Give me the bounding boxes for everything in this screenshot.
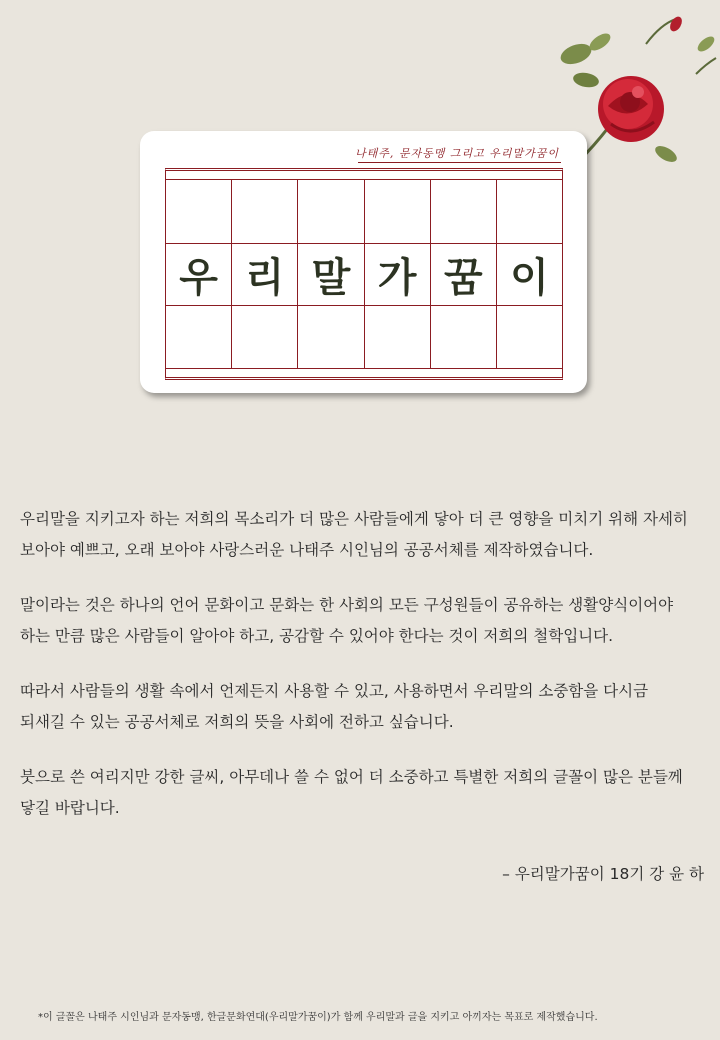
paragraph-line: 되새길 수 있는 공공서체로 저희의 뜻을 사회에 전하고 싶습니다.: [20, 713, 454, 731]
title-char-3: 말: [298, 244, 364, 306]
title-char-6: 이: [510, 253, 549, 301]
paragraph-2: [20, 590, 700, 652]
card-caption: 나태주, 문자동맹 그리고 우리말가꿈이: [354, 147, 559, 160]
signature: – 우리말가꿈이 18기 강 윤 하: [502, 865, 704, 883]
title-char-4: 가: [365, 244, 431, 306]
grid-row-title: [166, 243, 562, 306]
paragraph-line: 보아야 예쁘고, 오래 보아야 사랑스러운 나태주 시인님의 공공서체를 제작하였습니다.: [20, 541, 594, 559]
caption-underline: [358, 162, 561, 163]
paragraph-line: 따라서 사람들의 생활 속에서 언제든지 사용할 수 있고, 사용하면서 우리말의 소중함을 다시금: [20, 682, 649, 700]
manuscript-grid: [165, 168, 563, 380]
paragraph-1: [20, 504, 700, 566]
paragraph-line: 하는 만큼 많은 사람들이 알아야 하고, 공감할 수 있어야 한다는 것이 저희의 철학입니다.: [20, 627, 614, 645]
title-char-1: 우: [166, 244, 232, 306]
grid-row-bottom: [166, 305, 562, 368]
paragraph-3: [20, 676, 700, 738]
grid-row-top: [166, 180, 562, 243]
title-char-2: 리: [232, 244, 298, 306]
title-card: [140, 131, 587, 393]
paragraph-4: [20, 762, 700, 824]
paragraph-line: 말이라는 것은 하나의 언어 문화이고 문화는 한 사회의 모든 구성원들이 공유하는 생활양식이어야: [20, 596, 674, 614]
footnote: *이 글꼴은 나태주 시인님과 문자동맹, 한글문화연대(우리말가꿈이)가 함께 우리말과 글을 지키고 아끼자는 목표로 제작했습니다.: [38, 1012, 598, 1023]
paragraph-line: 붓으로 쓴 여리지만 강한 글씨, 아무데나 쓸 수 없어 더 소중하고 특별한 저희의 글꼴이 많은 분들께: [20, 768, 683, 786]
paragraph-line: 우리말을 지키고자 하는 저희의 목소리가 더 많은 사람들에게 닿아 더 큰 영향을 미치기 위해 자세히: [20, 510, 688, 528]
paragraph-line: 닿길 바랍니다.: [20, 799, 120, 817]
title-char-5: 꿈: [431, 244, 497, 306]
